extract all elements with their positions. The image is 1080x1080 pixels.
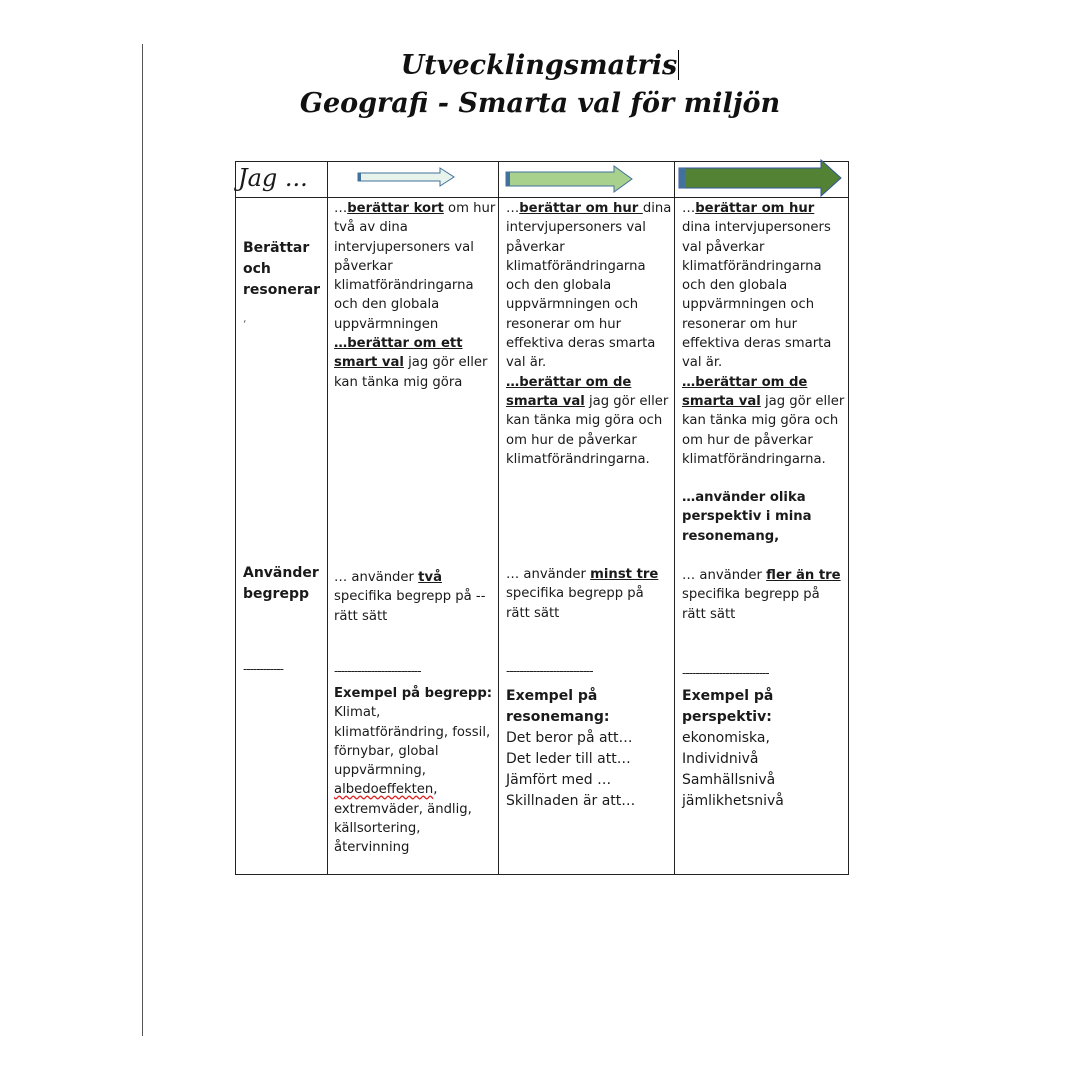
col1-begrepp-cell: … använder två specifika begrepp på -- rätt sätt (334, 570, 486, 624)
column-divider (327, 162, 328, 874)
progress-arrow-small-icon (356, 166, 458, 188)
col2-begrepp-cell: … använder minst tre specifika begrepp på rätt sätt (506, 567, 659, 621)
col3-begrepp-cell: … använder fler än tre specifika begrepp på rätt sätt (682, 568, 841, 622)
col1-separator: -------------------------- (334, 664, 421, 678)
misspelled-word: albedoeffekten (334, 782, 434, 798)
document-subtitle: Geografi - Smarta val för miljön (299, 88, 781, 119)
col3-separator: -------------------------- (682, 666, 769, 680)
row-label-anvander: Använder begrepp (243, 565, 319, 602)
text-cursor (678, 50, 679, 80)
row-label-separator: ------------ (243, 662, 283, 676)
column-divider (498, 162, 499, 874)
col1-example-cell: Exempel på begrepp: Klimat, klimatförändring, fossil, förnybar, global uppvärmning, albedoeffekten, extremväder, ändlig, källsortering, återvinning (334, 686, 493, 856)
col3-example-cell: Exempel på perspektiv: ekonomiska, Individnivå Samhällsnivå jämlikhetsnivå (682, 688, 784, 809)
document-title: Utvecklingsmatris (400, 50, 678, 81)
col1-berattar-cell: …berättar kort om hur två av dina intervjupersoners val påverkar klimatförändringarna och den globala uppvärmningen …berättar om ett smart val jag gör eller kan tänka mig göra (334, 201, 496, 390)
col2-example-cell: Exempel på resonemang: Det beror på att… Det leder till att… Jämfört med … Skillnaden är att… (506, 688, 636, 809)
progress-arrow-medium-icon (504, 164, 636, 194)
stray-mark: ‘ (243, 318, 247, 331)
header-jag: Jag ... (238, 164, 308, 192)
column-divider (674, 162, 675, 874)
col2-berattar-cell: …berättar om hur dina intervjupersoners val påverkar klimatförändringarna och den globala uppvärmningen och resonerar om hur effektiva deras smarta val är. …berättar om de smarta val jag gör eller kan tänka mig göra och om hur de påverkar klimatförändringarna. (506, 201, 672, 467)
col2-separator: -------------------------- (506, 664, 593, 678)
row-label-berattar: Berättar och resonerar (243, 240, 321, 298)
development-matrix-table (235, 161, 849, 875)
col3-berattar-cell: …berättar om hur dina intervjupersoners val påverkar klimatförändringarna och den globala uppvärmningen och resonerar om hur effektiva deras smarta val är. …berättar om de smarta val jag gör eller kan tänka mig göra och om hur de påverkar klimatförändringarna. …använder olika perspektiv i mina resonemang, (682, 201, 845, 544)
progress-arrow-large-icon (677, 158, 845, 198)
page-left-edge (142, 44, 143, 1036)
